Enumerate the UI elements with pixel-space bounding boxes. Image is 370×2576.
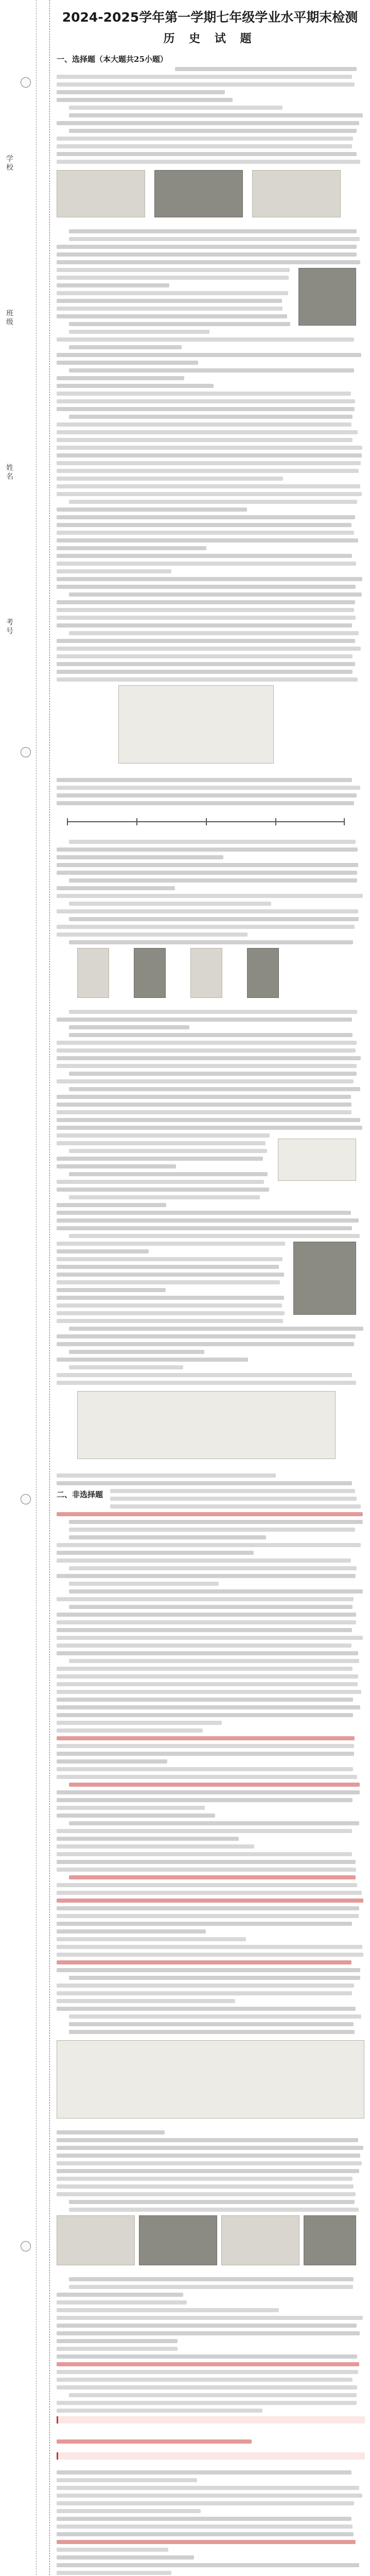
text-line-placeholder	[69, 2285, 353, 2289]
timeline-figure	[67, 814, 345, 829]
artifact-figure	[298, 268, 356, 326]
text-line-placeholder	[57, 1674, 358, 1679]
question-figure	[139, 2215, 217, 2265]
text-line-placeholder	[57, 1048, 356, 1053]
text-line-placeholder	[57, 1041, 357, 1045]
text-line-placeholder	[57, 2339, 178, 2343]
text-line-placeholder	[57, 1018, 352, 1022]
text-line-placeholder	[57, 1211, 351, 1215]
question-figure	[57, 2215, 135, 2265]
text-line-placeholder	[57, 1280, 280, 1284]
text-line-placeholder	[57, 1056, 361, 1060]
text-line-placeholder	[57, 1814, 215, 1818]
text-line-placeholder	[57, 283, 169, 287]
text-line-placeholder	[57, 1914, 359, 1918]
text-line-placeholder	[57, 608, 354, 612]
text-line-placeholder	[57, 1829, 352, 1833]
text-line-placeholder	[57, 2501, 354, 2505]
text-line-placeholder	[57, 1891, 362, 1895]
text-line-placeholder	[57, 2517, 351, 2521]
map-figure	[278, 1139, 356, 1181]
text-line-placeholder	[69, 1535, 266, 1539]
text-line-placeholder	[57, 1759, 167, 1764]
text-line-placeholder	[57, 392, 351, 396]
text-line-placeholder	[57, 871, 357, 875]
text-line-placeholder	[57, 137, 353, 141]
text-line-placeholder	[57, 1698, 353, 1702]
text-line-placeholder	[57, 1381, 356, 1385]
text-line-placeholder	[57, 848, 358, 852]
question-figure	[154, 170, 243, 217]
text-line-placeholder	[57, 1960, 351, 1964]
text-line-placeholder	[57, 2540, 356, 2544]
text-line-placeholder	[57, 1334, 356, 1338]
answer-highlight	[57, 2452, 365, 2460]
paper-title: 2024-2025学年第一学期七年级学业水平期末检测	[62, 10, 358, 25]
text-line-placeholder	[57, 894, 363, 898]
text-line-placeholder	[57, 523, 351, 527]
text-line-placeholder	[57, 1265, 279, 1269]
text-line-placeholder	[57, 1126, 362, 1130]
text-line-placeholder	[57, 677, 358, 682]
text-line-placeholder	[57, 1218, 359, 1223]
text-line-placeholder	[57, 2138, 358, 2142]
text-line-placeholder	[69, 1589, 363, 1594]
text-line-placeholder	[57, 654, 353, 658]
text-line-placeholder	[57, 1775, 357, 1779]
question-figure	[252, 170, 341, 217]
text-line-placeholder	[69, 106, 283, 110]
exam-content	[57, 0, 363, 2576]
text-line-placeholder	[57, 1713, 353, 1717]
text-line-placeholder	[57, 2177, 353, 2181]
text-line-placeholder	[69, 2014, 361, 2019]
text-line-placeholder	[57, 307, 283, 311]
text-line-placeholder	[57, 1319, 283, 1323]
text-line-placeholder	[57, 1790, 360, 1794]
text-line-placeholder	[69, 1072, 357, 1076]
text-line-placeholder	[57, 2532, 354, 2536]
timeline-tick	[136, 818, 137, 825]
cut-line	[36, 0, 37, 2576]
text-line-placeholder	[57, 1551, 254, 1555]
text-line-placeholder	[57, 863, 358, 867]
text-line-placeholder	[110, 1497, 357, 1501]
text-line-placeholder	[57, 2154, 360, 2158]
text-line-placeholder	[57, 2385, 357, 2389]
text-line-placeholder	[57, 461, 361, 465]
question-figure	[134, 948, 166, 998]
text-line-placeholder	[69, 229, 357, 233]
text-line-placeholder	[57, 1999, 235, 2003]
text-line-placeholder	[57, 1860, 356, 1864]
text-line-placeholder	[57, 1273, 284, 1277]
binding-name-label: 姓名	[5, 464, 13, 481]
text-line-placeholder	[57, 1736, 355, 1740]
text-line-placeholder	[69, 2022, 354, 2026]
binding-school-label: 学校	[5, 155, 13, 172]
text-line-placeholder	[57, 1118, 360, 1122]
text-line-placeholder	[57, 2486, 359, 2490]
timeline-tick	[344, 818, 345, 825]
text-line-placeholder	[57, 2192, 356, 2196]
text-line-placeholder	[57, 2563, 359, 2567]
text-line-placeholder	[57, 245, 357, 249]
text-line-placeholder	[57, 299, 282, 303]
text-line-placeholder	[57, 1922, 352, 1926]
text-line-placeholder	[57, 82, 355, 87]
text-line-placeholder	[57, 647, 361, 651]
text-line-placeholder	[57, 2401, 357, 2405]
text-line-placeholder	[57, 616, 356, 620]
text-line-placeholder	[57, 268, 290, 272]
text-line-placeholder	[57, 1852, 352, 1856]
text-line-placeholder	[57, 144, 352, 148]
text-line-placeholder	[57, 2548, 168, 2552]
binding-hole	[21, 747, 31, 757]
text-line-placeholder	[69, 368, 354, 372]
text-line-placeholder	[57, 160, 360, 164]
text-line-placeholder	[57, 260, 360, 264]
text-line-placeholder	[69, 1149, 267, 1153]
text-line-placeholder	[57, 786, 360, 790]
question-figure	[77, 948, 109, 998]
text-line-placeholder	[57, 1937, 246, 1941]
binding-hole	[21, 2241, 31, 2251]
text-line-placeholder	[57, 577, 362, 581]
text-line-placeholder	[69, 878, 357, 883]
text-line-placeholder	[57, 2169, 359, 2173]
text-line-placeholder	[57, 1597, 354, 1601]
text-line-placeholder	[57, 1373, 352, 1377]
text-line-placeholder	[57, 515, 355, 519]
text-line-placeholder	[57, 1257, 283, 1261]
section-heading-free-response: 二、非选择题	[57, 1490, 103, 1499]
text-line-placeholder	[69, 1010, 357, 1014]
text-line-placeholder	[57, 2362, 359, 2366]
text-line-placeholder	[57, 422, 351, 427]
text-line-placeholder	[57, 446, 362, 450]
text-line-placeholder	[57, 1164, 176, 1168]
text-line-placeholder	[69, 1659, 359, 1663]
text-line-placeholder	[57, 2316, 363, 2320]
map-figure	[77, 1391, 336, 1459]
text-line-placeholder	[57, 1133, 270, 1138]
text-line-placeholder	[69, 129, 357, 133]
text-line-placeholder	[57, 90, 225, 94]
text-line-placeholder	[57, 1705, 360, 1709]
map-figure	[57, 2040, 364, 2119]
text-line-placeholder	[57, 1558, 351, 1563]
text-line-placeholder	[69, 2277, 354, 2281]
text-line-placeholder	[57, 1767, 353, 1771]
text-line-placeholder	[57, 886, 175, 890]
text-line-placeholder	[57, 2524, 353, 2529]
text-line-placeholder	[57, 407, 355, 411]
text-line-placeholder	[57, 121, 359, 125]
text-line-placeholder	[57, 855, 223, 859]
text-line-placeholder	[57, 252, 357, 257]
text-line-placeholder	[57, 1110, 351, 1114]
text-line-placeholder	[57, 1226, 352, 1230]
text-line-placeholder	[69, 345, 182, 349]
text-line-placeholder	[57, 1991, 352, 1995]
text-line-placeholder	[69, 840, 356, 844]
text-line-placeholder	[69, 113, 363, 117]
text-line-placeholder	[57, 1481, 352, 1485]
text-line-placeholder	[69, 1350, 204, 1354]
text-line-placeholder	[57, 1806, 205, 1810]
text-line-placeholder	[57, 1651, 358, 1655]
subject-title: 历 史 试 题	[163, 32, 257, 45]
text-line-placeholder	[69, 2393, 357, 2397]
text-line-placeholder	[57, 925, 355, 929]
text-line-placeholder	[69, 1327, 363, 1331]
text-line-placeholder	[57, 98, 233, 102]
text-line-placeholder	[57, 1968, 360, 1972]
text-line-placeholder	[57, 75, 352, 79]
portrait-figure	[293, 1242, 356, 1315]
text-line-placeholder	[57, 1512, 363, 1516]
text-line-placeholder	[69, 1528, 355, 1532]
text-line-placeholder	[57, 639, 355, 643]
text-line-placeholder	[57, 1296, 284, 1300]
text-line-placeholder	[57, 1643, 351, 1648]
text-line-placeholder	[57, 1620, 356, 1624]
text-line-placeholder	[57, 1095, 351, 1099]
text-line-placeholder	[57, 2354, 357, 2359]
text-line-placeholder	[57, 2007, 356, 2011]
text-line-placeholder	[57, 1249, 149, 1253]
text-line-placeholder	[57, 623, 352, 628]
text-line-placeholder	[69, 1172, 268, 1176]
binding-hole	[21, 1494, 31, 1504]
text-line-placeholder	[57, 1188, 269, 1192]
section-heading-choice: 一、选择题（本大题共25小题）	[57, 55, 168, 64]
text-line-placeholder	[57, 585, 356, 589]
text-line-placeholder	[57, 2331, 360, 2335]
text-line-placeholder	[57, 1628, 352, 1632]
text-line-placeholder	[57, 384, 214, 388]
text-line-placeholder	[57, 1180, 264, 1184]
text-line-placeholder	[57, 314, 287, 318]
text-line-placeholder	[57, 1899, 363, 1903]
text-line-placeholder	[57, 484, 360, 488]
text-line-placeholder	[69, 631, 359, 635]
text-line-placeholder	[57, 1574, 356, 1578]
text-line-placeholder	[57, 778, 352, 782]
text-line-placeholder	[57, 477, 283, 481]
text-line-placeholder	[57, 562, 356, 566]
text-line-placeholder	[69, 2200, 355, 2204]
text-line-placeholder	[57, 2409, 262, 2413]
text-line-placeholder	[57, 276, 289, 280]
text-line-placeholder	[69, 1234, 360, 1238]
text-line-placeholder	[57, 1473, 276, 1478]
text-line-placeholder	[57, 1728, 203, 1733]
text-line-placeholder	[57, 2308, 279, 2312]
text-line-placeholder	[57, 152, 357, 156]
text-line-placeholder	[175, 67, 357, 71]
timeline-tick	[275, 818, 276, 825]
text-line-placeholder	[57, 2571, 171, 2575]
text-line-placeholder	[57, 662, 355, 666]
text-line-placeholder	[57, 1906, 359, 1910]
text-line-placeholder	[69, 1365, 183, 1369]
text-line-placeholder	[69, 237, 360, 241]
question-figure	[57, 170, 145, 217]
text-line-placeholder	[57, 1103, 351, 1107]
text-line-placeholder	[69, 500, 357, 504]
text-line-placeholder	[57, 531, 354, 535]
text-line-placeholder	[69, 2208, 359, 2212]
text-line-placeholder	[57, 2293, 183, 2297]
text-line-placeholder	[57, 538, 358, 543]
text-line-placeholder	[57, 1945, 362, 1949]
text-line-placeholder	[57, 2130, 165, 2134]
text-line-placeholder	[57, 376, 184, 380]
text-line-placeholder	[57, 1242, 285, 1246]
question-figure	[190, 948, 222, 998]
text-line-placeholder	[57, 469, 359, 473]
text-line-placeholder	[57, 2470, 351, 2475]
text-line-placeholder	[57, 1667, 353, 1671]
text-line-placeholder	[57, 361, 198, 365]
text-line-placeholder	[57, 1203, 166, 1207]
text-line-placeholder	[69, 1976, 360, 1980]
text-line-placeholder	[69, 1605, 353, 1609]
text-line-placeholder	[57, 1984, 354, 1988]
text-line-placeholder	[57, 507, 247, 512]
text-line-placeholder	[69, 1783, 360, 1787]
text-line-placeholder	[69, 1520, 363, 1524]
text-line-placeholder	[57, 1288, 166, 1292]
text-line-placeholder	[57, 1682, 358, 1686]
text-line-placeholder	[57, 2184, 354, 2189]
text-line-placeholder	[57, 2347, 178, 2351]
text-line-placeholder	[57, 2378, 353, 2382]
text-line-placeholder	[69, 322, 290, 326]
text-line-placeholder	[69, 1821, 359, 1825]
answer-highlight	[57, 2416, 365, 2424]
text-line-placeholder	[69, 592, 362, 597]
text-line-placeholder	[57, 1744, 354, 1748]
text-line-placeholder	[69, 1582, 219, 1586]
text-line-placeholder	[110, 1504, 361, 1509]
text-line-placeholder	[57, 1079, 354, 1083]
text-line-placeholder	[57, 1837, 239, 1841]
text-line-placeholder	[57, 1798, 353, 1802]
text-line-placeholder	[57, 430, 358, 434]
binding-number-label: 考号	[5, 618, 13, 636]
text-line-placeholder	[57, 600, 355, 604]
text-line-placeholder	[69, 1566, 357, 1570]
text-line-placeholder	[57, 1064, 357, 1068]
text-line-placeholder	[110, 1489, 355, 1493]
text-line-placeholder	[57, 1311, 285, 1315]
question-figure	[247, 948, 279, 998]
text-line-placeholder	[69, 917, 359, 921]
text-line-placeholder	[57, 1342, 354, 1346]
text-line-placeholder	[57, 399, 355, 403]
text-line-placeholder	[57, 1929, 206, 1934]
text-line-placeholder	[69, 940, 353, 944]
question-figure	[221, 2215, 299, 2265]
text-line-placeholder	[69, 1025, 189, 1029]
text-line-placeholder	[57, 1721, 222, 1725]
text-line-placeholder	[57, 1953, 363, 1957]
text-line-placeholder	[57, 1868, 356, 1872]
binding-strip	[0, 0, 50, 2576]
text-line-placeholder	[57, 2555, 194, 2560]
text-line-placeholder	[57, 2324, 357, 2328]
text-line-placeholder	[69, 1195, 260, 1199]
text-line-placeholder	[69, 2030, 355, 2034]
text-line-placeholder	[57, 1543, 361, 1547]
text-line-placeholder	[57, 1358, 248, 1362]
text-line-placeholder	[57, 337, 354, 342]
text-line-placeholder	[57, 291, 288, 295]
text-line-placeholder	[57, 1690, 361, 1694]
text-line-placeholder	[57, 933, 248, 937]
timeline-tick	[206, 818, 207, 825]
text-line-placeholder	[57, 2494, 362, 2498]
text-line-placeholder	[57, 2300, 187, 2304]
text-line-placeholder	[69, 902, 271, 906]
text-line-placeholder	[57, 2439, 252, 2444]
text-line-placeholder	[57, 492, 362, 496]
text-line-placeholder	[57, 1303, 282, 1308]
text-line-placeholder	[57, 793, 357, 798]
text-line-placeholder	[69, 1875, 356, 1879]
text-line-placeholder	[69, 1087, 360, 1091]
text-line-placeholder	[69, 330, 209, 334]
question-figure	[304, 2215, 356, 2265]
text-line-placeholder	[57, 2478, 197, 2482]
map-figure	[118, 685, 274, 764]
binding-class-label: 班级	[5, 309, 13, 327]
text-line-placeholder	[57, 2146, 363, 2150]
text-line-placeholder	[57, 453, 362, 457]
text-line-placeholder	[57, 2370, 358, 2374]
text-line-placeholder	[57, 1636, 363, 1640]
text-line-placeholder	[69, 1033, 353, 1037]
binding-hole	[21, 77, 31, 88]
text-line-placeholder	[57, 438, 353, 442]
timeline-tick	[67, 818, 68, 825]
text-line-placeholder	[57, 546, 206, 550]
text-line-placeholder	[57, 1844, 254, 1849]
text-line-placeholder	[57, 909, 358, 913]
text-line-placeholder	[57, 353, 361, 357]
text-line-placeholder	[57, 1752, 354, 1756]
text-line-placeholder	[57, 670, 353, 674]
text-line-placeholder	[69, 415, 353, 419]
text-line-placeholder	[57, 1883, 357, 1887]
text-line-placeholder	[57, 554, 352, 558]
text-line-placeholder	[57, 569, 171, 573]
text-line-placeholder	[57, 801, 354, 805]
text-line-placeholder	[57, 2161, 362, 2165]
text-line-placeholder	[57, 1157, 263, 1161]
text-line-placeholder	[57, 2509, 201, 2513]
text-line-placeholder	[57, 1141, 266, 1145]
text-line-placeholder	[57, 1613, 356, 1617]
